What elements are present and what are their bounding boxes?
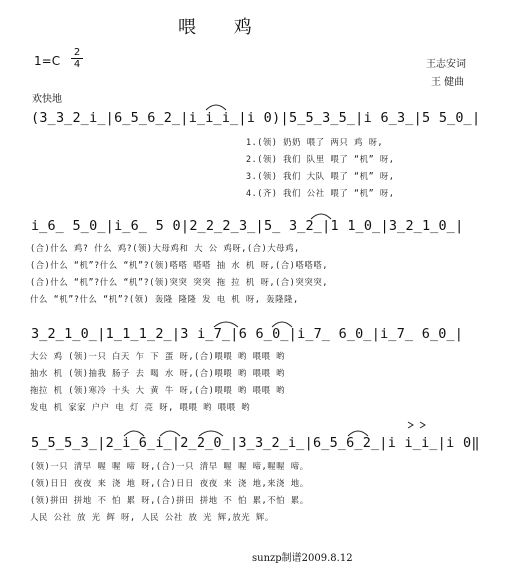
transcriber-footer: sunzp制谱2009.8.12 — [252, 553, 353, 564]
lyric-line-1-4: 4.(齐) 我们 公社 喂了 “机” 呀, — [246, 188, 395, 198]
notation-line-3: 3̲2̲1̲0̲|1̲1̲1̲2̲|3 i̲7̲|6 6̲0̲|i̲7̲ 6̲0̲|i̲7̲ 6̲0̲| — [31, 326, 464, 342]
lyric-line-4-3: (领)拼田 拼地 不 怕 累 呀,(合)拼田 拼地 不 怕 累,不怕 累。 — [30, 495, 309, 505]
lyric-line-4-2: (领)日日 夜夜 来 浇 地 呀,(合)日日 夜夜 来 浇 地,来浇 地。 — [30, 478, 309, 488]
lyric-line-4-1: (领)一只 清早 喔 喔 啼 呀,(合)一只 清早 喔 喔 啼,喔喔 啼。 — [30, 461, 309, 471]
composer-credit: 王 健曲 — [431, 77, 465, 88]
lyric-line-1-1: 1.(领) 奶奶 喂了 两只 鸡 呀, — [246, 137, 384, 147]
lyric-line-1-2: 2.(领) 我们 队里 喂了 “机” 呀, — [246, 154, 395, 164]
lyric-line-2-2: (合)什么 “机”?什么 “机”?(领)嗒嗒 嗒嗒 抽 水 机 呀,(合)嗒嗒嗒, — [30, 260, 328, 270]
meter-bottom: 4 — [73, 59, 81, 70]
lyric-line-2-1: (合)什么 鸡? 什么 鸡?(领)大母鸡和 大 公 鸡呀,(合)大母鸡, — [30, 243, 300, 253]
tempo-marking: 欢快地 — [32, 94, 62, 105]
lyric-line-3-3: 拖拉 机 (领)寒冷 十头 大 黄 牛 呀,(合)喂喂 哟 喂喂 哟 — [30, 385, 286, 395]
lyric-line-2-3: (合)什么 “机”?什么 “机”?(领)突突 突突 拖 拉 机 呀,(合)突突突, — [30, 277, 328, 287]
key-signature: 1=C — [34, 54, 61, 68]
lyric-line-2-4: 什么 “机”?什么 “机”?(领) 轰隆 隆隆 发 电 机 呀, 轰隆隆, — [30, 294, 299, 304]
meter-top: 2 — [73, 47, 81, 58]
lyric-line-3-4: 发电 机 家家 户户 电 灯 亮 呀, 喂喂 哟 喂喂 哟 — [30, 402, 251, 412]
lyricist-credit: 王志安词 — [426, 59, 466, 70]
lyric-line-4-4: 人民 公社 放 光 辉 呀, 人民 公社 放 光 辉,放光 辉。 — [30, 512, 274, 522]
notation-line-1: (3̲3̲2̲i̲|6̲5̲6̲2̲|i̲i̲i̲|i 0)|5̲5̲3̲5̲|i 6̲3̲|5 5̲0̲| — [31, 110, 481, 126]
notation-line-2: i̲6̲ 5̲0̲|i̲6̲ 5 0|2̲2̲2̲3̲|5̲ 3̲2̲|1 1̲0̲|3̲2̲1̲0̲| — [31, 218, 464, 234]
lyric-line-3-2: 抽水 机 (领)抽我 肠子 去 喝 水 呀,(合)喂喂 哟 喂喂 哟 — [30, 368, 286, 378]
lyric-line-3-1: 大公 鸡 (领)一只 白天 乍 下 蛋 呀,(合)喂喂 哟 喂喂 哟 — [30, 351, 286, 361]
song-title: 喂 鸡 — [178, 17, 268, 38]
notation-line-4: 5̲5̲5̲3̲|2̲i̲6̲i̲|2̲2̲0̲|3̲3̲2̲i̲|6̲5̲6̲2̲|i i̲i̲|i 0‖ — [31, 435, 480, 451]
lyric-line-1-3: 3.(领) 我们 大队 喂了 “机” 呀, — [246, 171, 395, 181]
